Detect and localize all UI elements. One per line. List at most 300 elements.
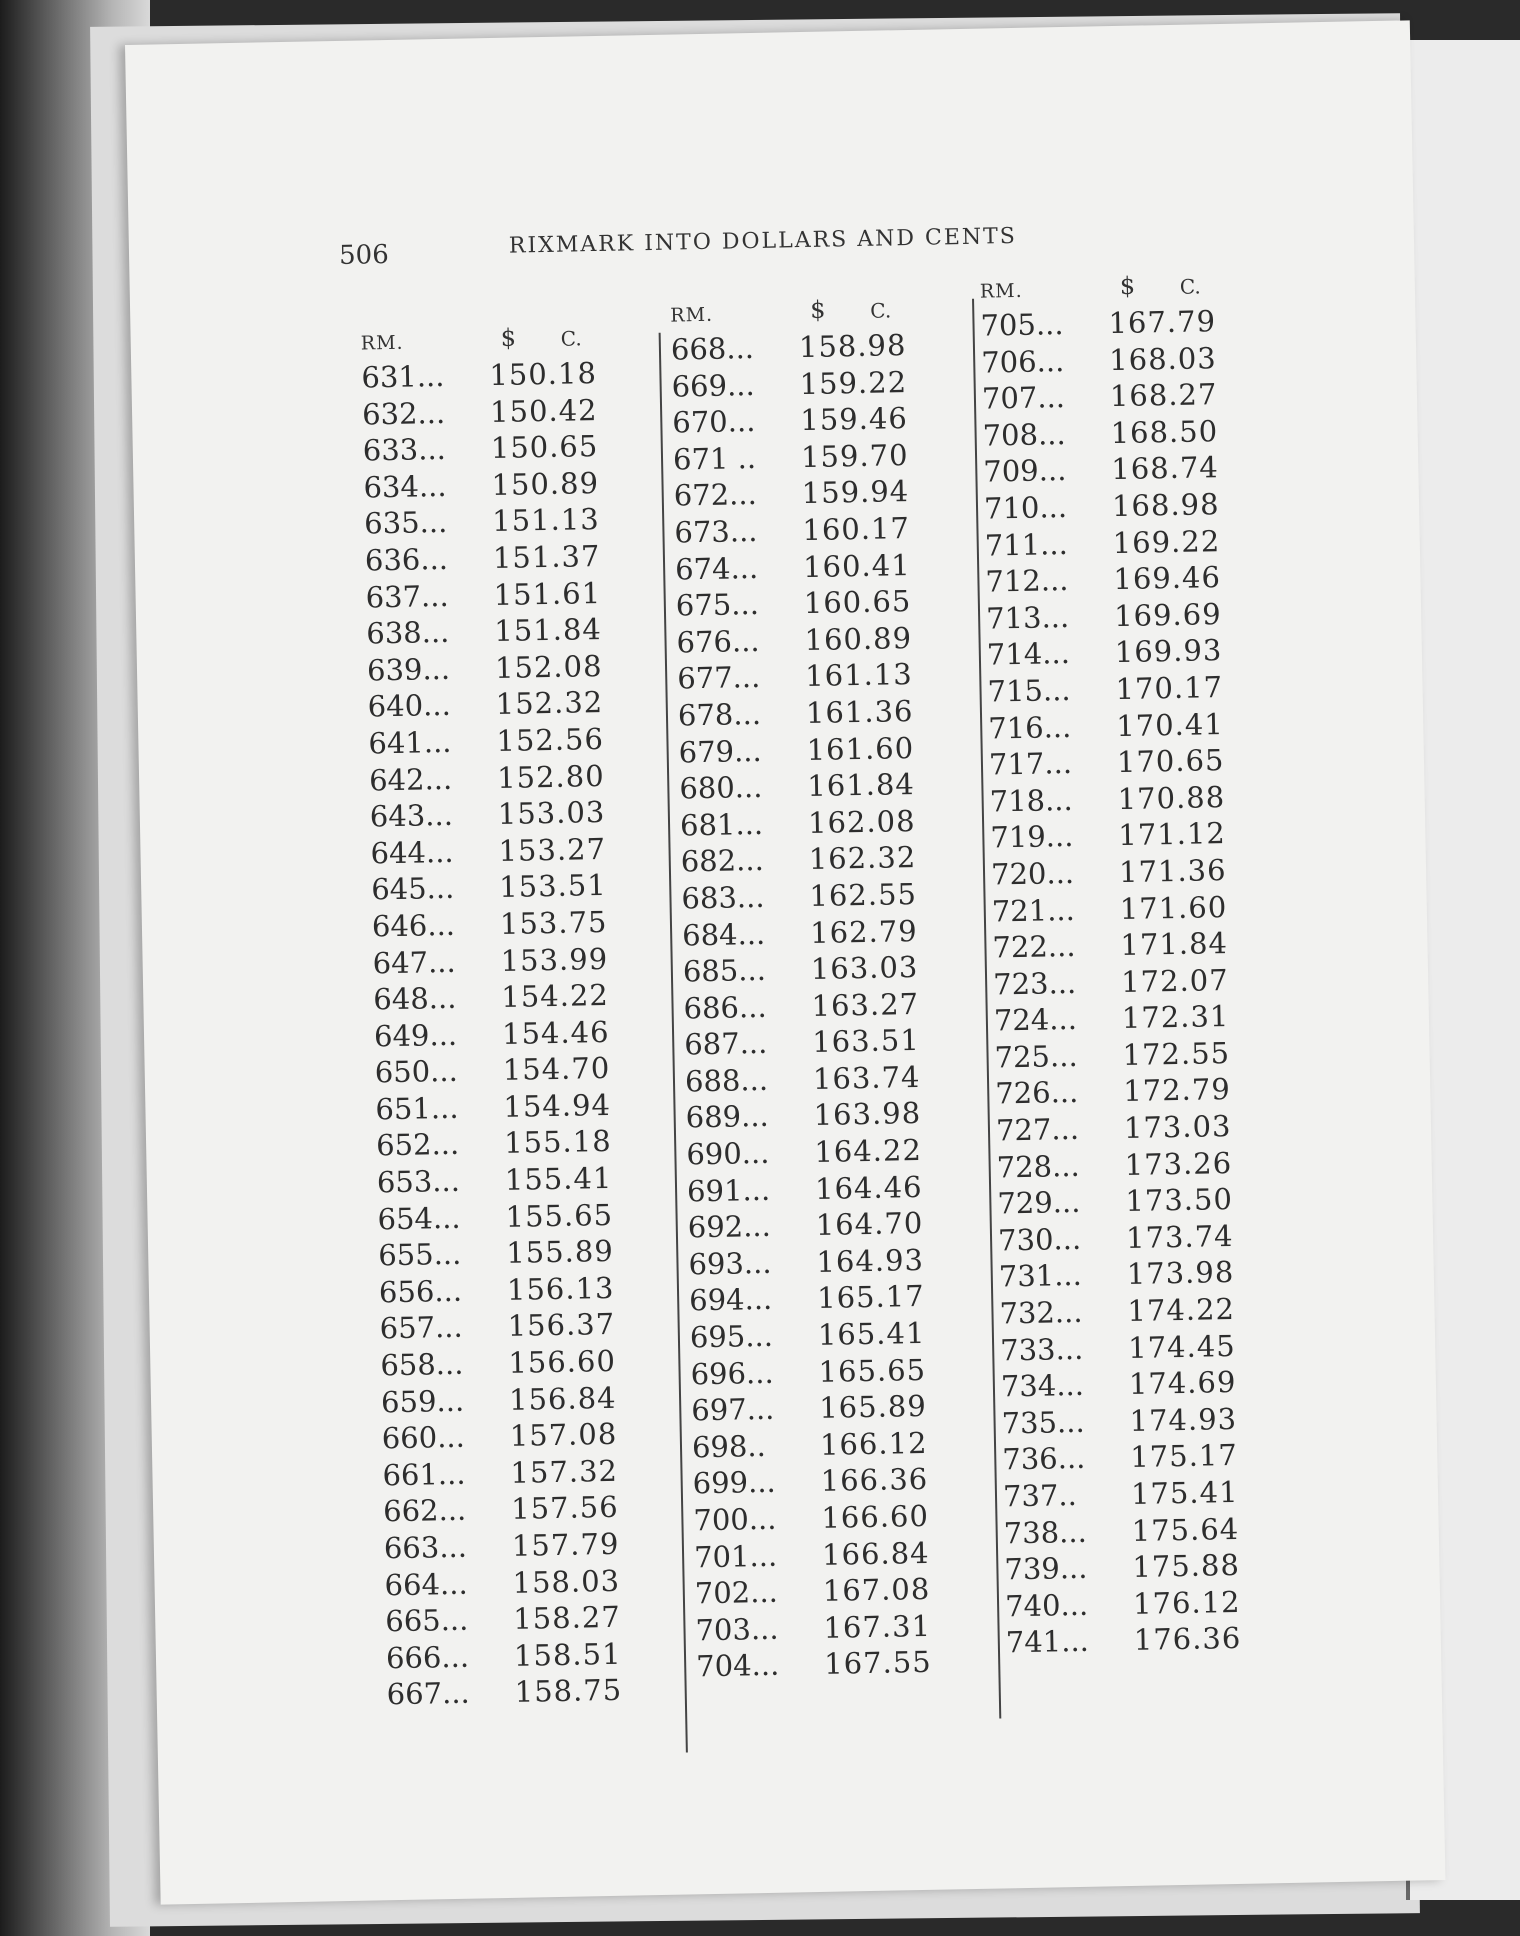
rixmark-amount: 740... [1004,1587,1089,1624]
dollar-value: 155.89 [505,1234,615,1271]
rixmark-amount: 737.. [1002,1477,1078,1514]
table-row [989,742,1290,784]
table-row [381,1416,682,1458]
table-row [383,1489,684,1531]
rixmark-amount: 672... [673,477,758,513]
dollar-value: 172.07 [1120,962,1229,999]
table-row [377,1196,678,1238]
rixmark-amount: 696... [690,1355,774,1392]
column-header [360,315,661,361]
dollar-value: 163.74 [812,1059,921,1096]
table-row [987,669,1288,711]
table-row [692,1461,993,1503]
table-row [674,510,975,552]
rixmark-amount: 727... [995,1111,1080,1148]
rixmark-amount: 681... [679,806,764,843]
dollar-value: 161.60 [806,730,915,767]
dollar-value: 160.89 [804,620,913,657]
dollar-value: 155.18 [503,1124,612,1161]
rixmark-amount: 682... [680,843,765,879]
table-row [982,376,1283,418]
rixmark-amount: 704... [695,1648,780,1684]
rixmark-amount: 730... [997,1221,1082,1258]
rixmark-amount: 700... [693,1501,777,1538]
dollar-value: 167.55 [823,1645,933,1682]
rixmark-amount: 657... [379,1310,464,1346]
rixmark-amount: 635... [363,505,448,541]
table-row [986,596,1287,638]
dollar-value: 175.88 [1132,1548,1241,1585]
dollar-value: 170.65 [1116,743,1225,780]
dollar-value: 153.51 [498,868,608,905]
table-row [385,1599,686,1641]
table-row [672,400,973,442]
dollar-value: 163.51 [811,1023,921,1060]
dollar-value: 174.69 [1128,1365,1237,1402]
table-row [687,1168,988,1210]
dollar-value: 152.80 [496,758,605,795]
dollar-value: 168.50 [1110,413,1219,450]
dollar-value: 165.89 [818,1389,928,1426]
dollar-value: 162.32 [808,840,917,877]
dollar-value: 166.36 [820,1462,929,1499]
dollar-value: 170.17 [1115,669,1224,707]
rixmark-amount: 632... [361,395,446,432]
dollar-value: 154.70 [502,1051,611,1088]
dollar-value: 150.18 [489,356,598,393]
dollar-value: 155.41 [504,1160,613,1197]
rixmark-amount: 718... [989,782,1074,819]
rixmark-amount: 683... [681,879,765,916]
rixmark-amount: 711... [984,526,1069,563]
rixmark-amount: 641... [368,724,452,761]
rixmark-amount: 658... [380,1346,464,1383]
table-row [687,1205,988,1247]
rixmark-amount: 690... [686,1135,770,1172]
table-row [995,1071,1296,1113]
table-row [678,729,979,771]
table-row [688,1241,989,1283]
dollar-value: 150.89 [491,465,600,502]
dollar-value: 159.94 [801,474,910,511]
table-columns [360,271,1260,1712]
dollar-value: 176.36 [1133,1621,1242,1658]
table-row [364,501,665,543]
dollar-value: 163.98 [813,1096,922,1133]
dollar-value: 169.69 [1113,596,1222,633]
rixmark-amount: 676... [676,623,760,660]
dollar-value: 153.75 [499,904,608,941]
table-column-2 [670,287,997,1686]
dollar-value: 163.27 [811,986,920,1023]
rixmark-amount: 723... [992,965,1077,1002]
dollar-value: 168.27 [1109,377,1218,414]
table-row [994,1035,1295,1077]
dollar-header: $ [809,295,826,324]
table-row [361,355,662,397]
table-row [999,1291,1300,1333]
rixmark-amount: 668... [670,330,755,367]
dollar-value: 171.60 [1119,889,1228,926]
rixmark-amount: 674... [674,550,759,587]
table-row [1004,1547,1305,1589]
table-row [998,1218,1299,1260]
dollar-value: 160.17 [802,510,911,548]
table-row [386,1672,687,1714]
rixmark-amount: 703... [695,1611,779,1648]
rixmark-amount: 662... [382,1493,467,1529]
rixmark-amount: 664... [384,1566,468,1602]
table-row [694,1534,995,1576]
column-header [670,287,971,333]
rixmark-amount: 687... [683,1026,768,1062]
dollar-value: 151.13 [491,502,601,539]
table-row [374,1013,675,1055]
dollar-value: 165.17 [816,1279,925,1316]
dollar-value: 155.65 [505,1197,614,1234]
table-row [690,1315,991,1357]
table-row [376,1123,677,1165]
dollar-value: 158.03 [512,1563,621,1600]
table-row [362,391,663,433]
dollar-value: 171.12 [1118,816,1227,853]
table-row [991,852,1292,894]
table-row [695,1571,996,1613]
dollar-value: 164.46 [814,1169,923,1206]
dollar-value: 157.08 [509,1417,618,1454]
table-row [980,303,1281,345]
table-row [689,1278,990,1320]
table-row [380,1343,681,1385]
rixmark-amount: 680... [679,770,763,806]
table-row [990,815,1291,857]
dollar-value: 162.55 [809,876,918,913]
rixmark-amount: 671 .. [672,440,757,477]
dollar-value: 154.22 [501,977,610,1015]
dollar-value: 175.41 [1130,1474,1239,1511]
table-row [680,839,981,881]
rixmark-amount: 697... [690,1392,775,1428]
table-column-3 [979,263,1306,1662]
dollar-value: 153.99 [500,941,609,978]
dollar-value: 173.03 [1123,1109,1232,1146]
dollar-value: 156.37 [507,1307,616,1344]
table-row [372,904,673,946]
rixmark-amount: 642... [368,761,453,797]
table-row [682,912,983,954]
table-row [673,437,974,479]
table-row [671,363,972,405]
table-row [696,1644,997,1686]
rixmark-amount: 653... [376,1163,461,1200]
dollar-value: 158.51 [513,1636,622,1673]
table-row [992,925,1293,967]
dollar-value: 153.27 [498,831,607,868]
dollar-value: 158.98 [798,328,907,365]
dollar-value: 170.88 [1117,779,1226,816]
table-row [681,876,982,918]
table-rows [671,327,997,1686]
rixmark-amount: 741... [1005,1624,1090,1660]
dollar-value: 151.61 [493,575,602,612]
rixmark-amount: 645... [370,871,455,907]
table-row [375,1087,676,1129]
rixmark-amount: 631... [361,358,445,395]
table-row [984,522,1285,564]
rixmark-amount: 634... [363,468,447,505]
rixmark-amount: 644... [370,834,454,871]
rixmark-amount: 647... [372,944,456,980]
table-row [378,1233,679,1275]
rixmark-amount: 695... [689,1318,774,1355]
cents-header: C. [560,326,582,351]
table-row [673,473,974,515]
rixmark-amount: 673... [674,513,758,550]
dollar-value: 160.41 [802,547,911,584]
dollar-value: 157.32 [510,1453,619,1490]
table-row [987,632,1288,674]
dollar-value: 166.84 [821,1535,930,1572]
dollar-value: 158.27 [512,1599,622,1637]
table-row [1002,1437,1303,1479]
dollar-value: 175.17 [1129,1438,1239,1475]
dollar-value: 170.41 [1115,706,1225,743]
rixmark-amount: 636... [364,541,449,578]
rixmark-amount: 710... [983,489,1068,526]
dollar-value: 163.03 [810,950,919,987]
rm-header: RM. [360,331,404,355]
rixmark-amount: 728... [996,1148,1081,1185]
table-row [671,327,972,369]
dollar-value: 156.84 [508,1380,617,1417]
dollar-value: 168.03 [1108,340,1218,377]
dollar-header: $ [1119,271,1136,300]
dollar-value: 152.32 [495,685,604,722]
dollar-value: 164.93 [816,1242,925,1279]
table-row [369,757,670,799]
rixmark-amount: 729... [997,1185,1081,1221]
table-row [1001,1364,1302,1406]
dollar-value: 152.08 [494,648,603,685]
dollar-value: 162.08 [807,803,916,840]
rixmark-amount: 692... [687,1209,772,1245]
cents-header: C. [870,298,892,323]
table-row [363,465,664,507]
dollar-value: 151.84 [493,612,603,649]
table-row [368,721,669,763]
table-row [374,1050,675,1092]
dollar-value: 169.22 [1112,523,1221,560]
table-row [1001,1400,1302,1442]
rixmark-amount: 648... [373,980,457,1017]
dollar-value: 151.37 [492,538,601,575]
table-row [988,705,1289,747]
table-row [379,1269,680,1311]
rixmark-amount: 661... [382,1456,466,1493]
rixmark-amount: 684... [681,916,766,952]
rixmark-amount: 726... [994,1075,1079,1111]
table-row [676,620,977,662]
rixmark-amount: 706... [980,343,1065,380]
rixmark-amount: 646... [371,907,456,944]
table-row [981,339,1282,381]
dollar-value: 173.26 [1124,1145,1233,1182]
rixmark-amount: 693... [688,1245,772,1282]
table-row [367,684,668,726]
rixmark-amount: 655... [377,1237,462,1273]
table-row [982,413,1283,455]
dollar-value: 173.50 [1125,1182,1234,1219]
table-row [684,1022,985,1064]
rixmark-amount: 717... [988,746,1073,782]
table-row [997,1181,1298,1223]
table-row [690,1351,991,1393]
table-row [379,1306,680,1348]
rixmark-amount: 721... [991,892,1076,929]
rixmark-amount: 699... [692,1465,777,1501]
dollar-value: 174.45 [1127,1328,1236,1365]
table-row [384,1526,685,1568]
rixmark-amount: 701... [693,1538,778,1574]
rixmark-amount: 719... [990,819,1074,855]
running-head: RIXMARK INTO DOLLARS AND CENTS [508,223,1018,259]
dollar-value: 167.79 [1108,304,1217,341]
dollar-value: 172.79 [1122,1072,1232,1109]
rixmark-amount: 643... [369,797,454,834]
table-row [384,1562,685,1604]
dollar-value: 154.94 [503,1087,612,1124]
dollar-value: 175.64 [1131,1511,1240,1548]
rixmark-amount: 733... [999,1331,1084,1368]
table-row [365,538,666,580]
dollar-value: 171.84 [1120,926,1229,963]
table-row [381,1379,682,1421]
dollar-value: 169.46 [1113,560,1222,597]
table-row [695,1607,996,1649]
dollar-value: 173.74 [1125,1218,1234,1255]
table-row [680,802,981,844]
rixmark-amount: 688... [684,1062,769,1099]
dollar-value: 160.65 [803,584,912,621]
rixmark-amount: 650... [374,1054,459,1090]
rixmark-amount: 708... [982,416,1066,453]
table-row [676,583,977,625]
rixmark-amount: 649... [373,1017,458,1054]
rixmark-amount: 734... [1000,1368,1085,1404]
table-row [373,977,674,1019]
rixmark-amount: 694... [688,1282,773,1318]
dollar-value: 159.22 [799,364,908,401]
rixmark-amount: 715... [987,672,1071,709]
conversion-table [360,271,1287,1740]
dollar-value: 164.22 [814,1132,923,1170]
table-row [989,779,1290,821]
table-row [685,1059,986,1101]
table-row [386,1635,687,1677]
table-row [678,693,979,735]
rixmark-amount: 637... [365,578,449,615]
dollar-header: $ [500,323,517,352]
table-rows [361,355,687,1714]
table-row [683,985,984,1027]
table-row [994,998,1295,1040]
table-row [1003,1474,1304,1516]
table-row [998,1254,1299,1296]
rixmark-amount: 667... [386,1676,471,1712]
rixmark-amount: 705... [980,307,1064,343]
table-row [685,1095,986,1137]
rixmark-amount: 638... [366,615,450,651]
rixmark-amount: 679... [678,733,763,770]
rixmark-amount: 639... [366,651,451,688]
rixmark-amount: 709... [983,453,1067,489]
dollar-value: 165.65 [818,1352,927,1389]
rixmark-amount: 665... [384,1602,469,1639]
rixmark-amount: 716... [987,709,1072,746]
table-row [991,888,1292,930]
dollar-value: 174.93 [1129,1401,1238,1438]
dollar-value: 156.60 [508,1343,617,1380]
dollar-value: 172.31 [1121,999,1230,1036]
dollar-value: 176.12 [1132,1584,1241,1621]
dollar-value: 150.42 [489,392,598,429]
table-row [996,1144,1297,1186]
rixmark-amount: 670... [672,404,756,440]
rixmark-amount: 714... [986,636,1071,672]
dollar-value: 156.13 [506,1270,615,1307]
table-row [677,656,978,698]
table-row [686,1132,987,1174]
rixmark-amount: 660... [381,1419,466,1456]
table-row [370,794,671,836]
dollar-value: 153.03 [497,795,606,832]
rm-header: RM. [979,279,1023,303]
table-row [370,830,671,872]
dollar-value: 157.56 [510,1490,619,1527]
rixmark-amount: 722... [992,929,1076,965]
dollar-value: 157.79 [511,1526,620,1563]
dollar-value: 152.56 [496,721,605,758]
cents-header: C. [1179,274,1202,299]
rixmark-amount: 698.. [691,1428,767,1465]
rixmark-amount: 731... [998,1258,1083,1294]
rixmark-amount: 656... [378,1273,463,1310]
rixmark-amount: 640... [367,688,452,724]
table-row [372,940,673,982]
dollar-value: 166.60 [821,1498,930,1535]
table-row [365,574,666,616]
column-header [979,263,1280,309]
rixmark-amount: 707... [981,380,1066,416]
rixmark-amount: 720... [990,855,1075,892]
dollar-value: 169.93 [1114,633,1223,670]
rixmark-amount: 652... [375,1127,460,1163]
page-number: 506 [338,239,390,271]
dollar-value: 167.31 [823,1608,932,1645]
dollar-value: 167.08 [822,1572,931,1609]
table-row [1000,1327,1301,1369]
dollar-value: 161.84 [807,767,916,804]
table-row [1003,1510,1304,1552]
page-content [125,20,1445,1904]
book-page [125,20,1445,1904]
rixmark-amount: 712... [985,563,1069,599]
rixmark-amount: 659... [380,1383,465,1419]
dollar-value: 165.41 [817,1315,926,1352]
rixmark-amount: 633... [362,432,447,468]
rixmark-amount: 736... [1001,1441,1086,1477]
dollar-value: 168.98 [1111,487,1220,524]
